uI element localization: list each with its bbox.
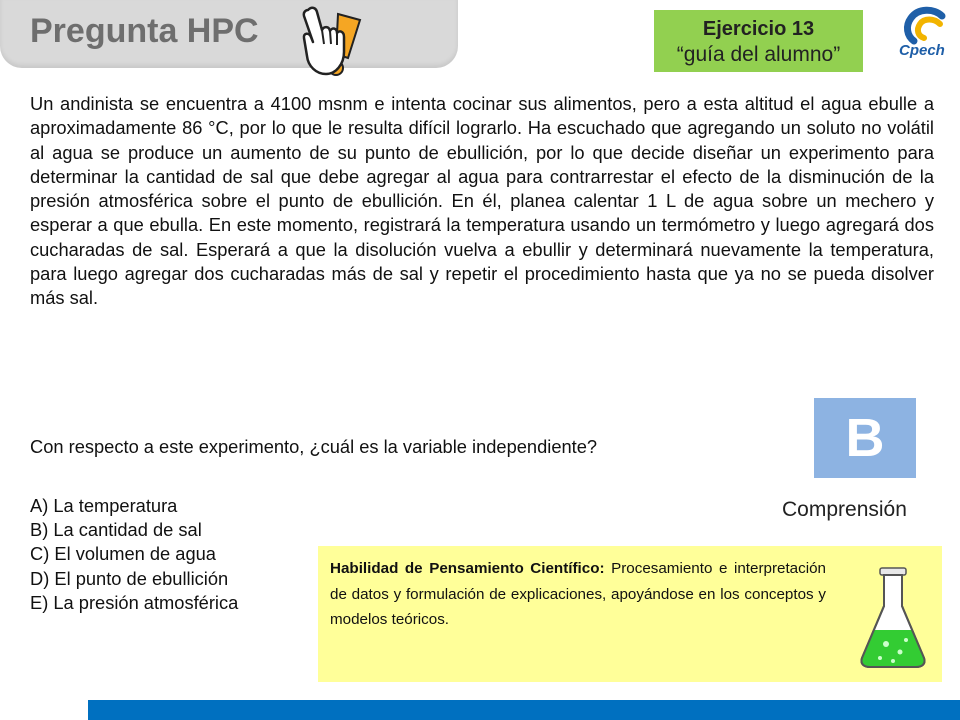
answer-options <box>30 494 238 615</box>
option-d: D) El punto de ebullición <box>30 567 229 589</box>
question-text: Un andinista se encuentra a 4100 msnm e intenta cocinar sus alimentos, pero a esta altitud el agua ebulle a aproximadamente 86 °C, por lo que le resulta difícil lograrlo. Ha escuchado que agregando un soluto no volátil al agua se produce un aumento de su punto de ebullición, por lo que decide diseñar un experimento para determinar la cantidad de sal que debe agregar al agua para contrarrestar el efecto de la disminución de la presión atmosférica sobre el punto de ebullición. En él, planea calentar 1 L de agua sobre un mechero y esperar a que ebulla. En este momento, registrará la temperatura usando un termómetro y luego agregará dos cucharadas de sal. Esperará a que la disolución vuelva a ebullir y determinará nuevamente la temperatura, para luego agregar dos cucharadas más de sal y repetir el procedimiento hasta que ya no se pueda disolver más sal. <box>30 93 934 309</box>
question-prompt: Con respecto a este experimento, ¿cuál es la variable independiente? <box>30 436 598 457</box>
option-e: E) La presión atmosférica <box>30 591 239 613</box>
answer-category: Comprensión <box>782 498 907 521</box>
erlenmeyer-flask-icon <box>856 566 930 670</box>
exercise-title: Ejercicio 13 <box>702 18 815 40</box>
bottom-bar <box>88 700 960 720</box>
page-title: Pregunta HPC <box>30 12 259 50</box>
pointing-hand-exclamation-icon <box>298 0 370 82</box>
cpech-logo-icon <box>896 6 960 74</box>
skill-description: Procesamiento e interpretación de datos y formulación de explicaciones, apoyándose en los conceptos y modelos teóricos. <box>330 560 826 628</box>
logo-text: Cpech <box>899 42 945 59</box>
skill-text <box>330 556 826 633</box>
answer-letter: B <box>814 398 916 478</box>
skill-title: Habilidad de Pensamiento Científico: <box>330 560 605 577</box>
option-b: B) La cantidad de sal <box>30 519 202 541</box>
exercise-label <box>654 10 863 72</box>
option-c: C) El volumen de agua <box>30 543 216 565</box>
skill-box <box>318 546 942 682</box>
title-tab <box>0 0 458 68</box>
option-a: A) La temperatura <box>30 495 178 516</box>
exercise-subtitle: “guía del alumno” <box>676 43 841 66</box>
